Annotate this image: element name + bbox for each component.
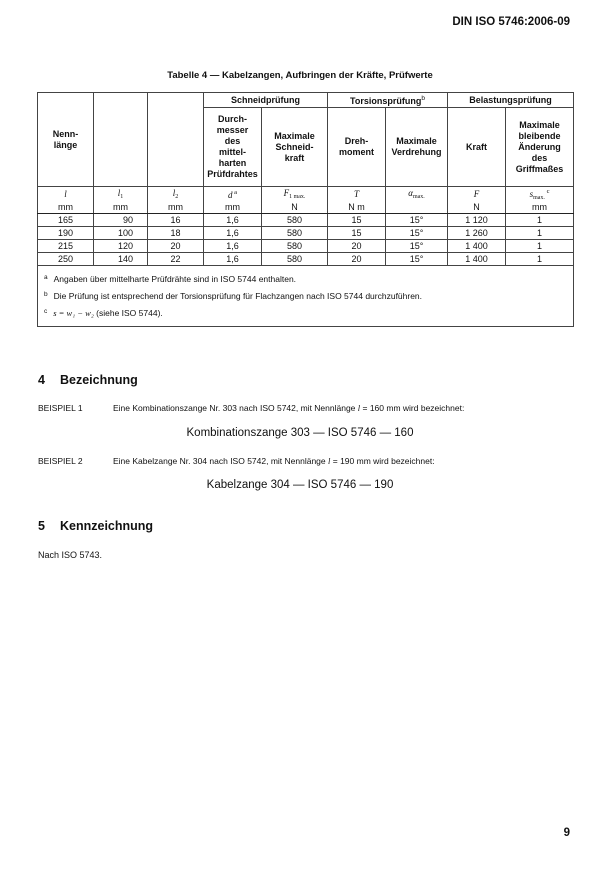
table-cell: 165	[38, 214, 94, 227]
designation-2: Kabelzange 304 — ISO 5746 — 190	[206, 479, 394, 491]
table-cell: 215	[38, 240, 94, 253]
table-cell: 1	[506, 227, 574, 240]
col-header-l2	[148, 93, 204, 187]
document-header: DIN ISO 5746:2006-09	[452, 16, 570, 28]
table-cell: 250	[38, 253, 94, 266]
symbol-main: s	[529, 188, 534, 199]
table-cell: 1	[506, 253, 574, 266]
table-cell: 580	[262, 227, 328, 240]
symbol-subscript: 2	[175, 194, 179, 200]
col-header-max-cutting-force	[262, 108, 328, 187]
unit-row	[38, 201, 574, 214]
col-header-line: harten	[218, 158, 247, 168]
symbol-cell	[38, 187, 94, 202]
table-row	[38, 240, 574, 253]
table-cell: 140	[94, 253, 148, 266]
col-header-line: Kraft	[466, 141, 488, 152]
example-1-var: l	[357, 403, 361, 413]
symbol-main: l	[172, 188, 176, 198]
section-5-number: 5	[38, 519, 45, 533]
example-1-label: BEISPIEL 1	[38, 403, 83, 413]
table-cell: 15°	[386, 214, 448, 227]
col-header-l1	[94, 93, 148, 187]
footnote-text: (siehe ISO 5744).	[93, 308, 163, 318]
symbol-cell	[506, 187, 574, 202]
table-cell: 580	[262, 253, 328, 266]
table-row	[38, 227, 574, 240]
example-2-label: BEISPIEL 2	[38, 456, 83, 466]
footnote-text: Die Prüfung ist entsprechend der Torsionsprüfung für Flachzangen nach ISO 5744 durchzuführen.	[53, 291, 423, 301]
symbol-cell	[328, 187, 386, 202]
table-cell: 1,6	[204, 227, 262, 240]
unit-cell: N	[262, 201, 328, 214]
footnote	[44, 270, 567, 287]
table-cell: 15°	[386, 227, 448, 240]
col-header-line: Durch-	[218, 114, 247, 124]
col-header-line: moment	[338, 147, 374, 157]
table-cell: 1,6	[204, 253, 262, 266]
table-cell: 100	[94, 227, 148, 240]
col-header-line: Änderung	[518, 141, 561, 152]
example-2-text-after: = 190 mm wird bezeichnet:	[330, 456, 435, 466]
footnote	[44, 287, 567, 304]
col-header-torque	[328, 108, 386, 187]
symbol-cell	[448, 187, 506, 202]
col-header-line: messer	[216, 125, 249, 135]
symbol-cell	[204, 187, 262, 202]
table-cell: 580	[262, 240, 328, 253]
table-cell: 1	[506, 214, 574, 227]
col-header-line: Dreh-	[344, 136, 369, 146]
col-header-nominal-length	[38, 93, 94, 187]
example-2-text-before: Eine Kabelzange Nr. 304 nach ISO 5742, mit Nennlänge	[113, 456, 329, 466]
designation-1: Kombinationszange 303 — ISO 5746 — 160	[186, 427, 414, 439]
unit-cell: N	[448, 201, 506, 214]
footnote	[44, 304, 567, 321]
table-cell: 90	[94, 214, 148, 227]
symbol-cell	[94, 187, 148, 202]
col-header-wire-diameter	[204, 108, 262, 187]
table-cell: 16	[148, 214, 204, 227]
col-header-max-handle-change	[506, 108, 574, 187]
symbol-subscript: 1 max.	[289, 194, 306, 200]
unit-cell: mm	[148, 201, 204, 214]
table-footnotes	[38, 266, 574, 327]
symbol-main: F	[283, 188, 290, 198]
table-cell: 22	[148, 253, 204, 266]
table-cell: 20	[328, 240, 386, 253]
unit-cell: mm	[94, 201, 148, 214]
symbol-main: F	[473, 189, 480, 199]
col-header-line: des	[224, 136, 241, 146]
section-4-title: Bezeichnung	[60, 373, 138, 387]
page-number: 9	[563, 827, 570, 839]
symbol-main: d	[227, 189, 233, 200]
symbol-cell	[386, 187, 448, 202]
table-cell: 1 260	[448, 227, 506, 240]
footnote-mark: b	[44, 291, 48, 298]
col-header-line: Griffmaßes	[515, 163, 564, 174]
col-header-line: Prüfdrahtes	[207, 169, 258, 179]
example-1	[38, 403, 464, 413]
table-cell: 15	[328, 227, 386, 240]
table-cell: 580	[262, 214, 328, 227]
col-header-force	[448, 108, 506, 187]
unit-cell: N m	[328, 201, 386, 214]
symbol-subscript: max.	[412, 194, 425, 200]
table-cell: 20	[328, 253, 386, 266]
footnote-text: Angaben über mittelharte Prüfdrähte sind in ISO 5744 enthalten.	[53, 274, 297, 284]
table-cell: 1	[506, 240, 574, 253]
col-header-line: Nenn-	[52, 128, 79, 139]
footnote-mark: c	[44, 308, 48, 315]
section-5-heading	[38, 519, 153, 533]
table-cell: 1,6	[204, 240, 262, 253]
table-cell: 15°	[386, 240, 448, 253]
footnote-formula: s = w₁ − w₂	[53, 308, 94, 318]
unit-cell	[386, 201, 448, 214]
symbol-main: α	[408, 188, 413, 198]
symbol-subscript: max.	[533, 194, 545, 201]
table-cell: 15	[328, 214, 386, 227]
symbol-main: l	[117, 188, 121, 198]
footnote-ref: a	[232, 188, 237, 196]
example-2-var: l	[328, 456, 331, 466]
symbol-main: l	[64, 189, 67, 199]
section-5-text: Nach ISO 5743.	[38, 550, 103, 560]
spec-table	[37, 92, 574, 327]
col-header-line: bleibende	[518, 130, 561, 141]
table-body	[38, 214, 574, 266]
symbol-cell	[148, 187, 204, 202]
table-cell: 18	[148, 227, 204, 240]
table-row	[38, 214, 574, 227]
table-cell: 20	[148, 240, 204, 253]
group-header-load: Belastungsprüfung	[448, 93, 574, 108]
table-cell: 1 120	[448, 214, 506, 227]
col-header-line: länge	[53, 139, 78, 150]
group-header-torsion-label: Torsionsprüfung	[350, 96, 422, 106]
section-4-heading	[38, 373, 138, 387]
symbol-main: T	[353, 189, 359, 199]
unit-cell: mm	[38, 201, 94, 214]
table-cell: 190	[38, 227, 94, 240]
col-header-line: Schneid-	[275, 141, 314, 152]
col-header-line: Maximale	[396, 136, 437, 146]
table-cell: 120	[94, 240, 148, 253]
example-1-text-after: = 160 mm wird bezeichnet:	[360, 403, 465, 413]
table-cell: 15°	[386, 253, 448, 266]
symbol-subscript: 1	[120, 194, 124, 200]
table-cell: 1 400	[448, 253, 506, 266]
col-header-line: Maximale	[519, 119, 560, 130]
unit-cell: mm	[506, 201, 574, 214]
footnote-ref: c	[544, 187, 550, 195]
unit-cell: mm	[204, 201, 262, 214]
symbol-cell	[262, 187, 328, 202]
symbol-row	[38, 187, 574, 202]
table-container	[37, 92, 573, 327]
col-header-line: des	[531, 152, 548, 163]
section-5-title: Kennzeichnung	[60, 519, 154, 533]
table-cell: 1,6	[204, 214, 262, 227]
footnote-ref-b: b	[421, 95, 425, 102]
group-header-cutting: Schneidprüfung	[204, 93, 328, 108]
group-header-torsion	[328, 93, 448, 108]
table-cell: 1 400	[448, 240, 506, 253]
col-header-max-twist	[386, 108, 448, 187]
table-title: Tabelle 4 — Kabelzangen, Aufbringen der Kräfte, Prüfwerte	[167, 70, 433, 81]
example-2	[38, 456, 435, 466]
table-row	[38, 253, 574, 266]
footnote-mark: a	[44, 274, 48, 281]
example-1-text-before: Eine Kombinationszange Nr. 303 nach ISO 5742, mit Nennlänge	[113, 403, 358, 413]
col-header-line: kraft	[284, 152, 305, 163]
section-4-number: 4	[38, 373, 45, 387]
col-header-line: Verdrehung	[391, 147, 442, 157]
col-header-line: mittel-	[219, 147, 246, 157]
col-header-line: Maximale	[274, 130, 315, 141]
